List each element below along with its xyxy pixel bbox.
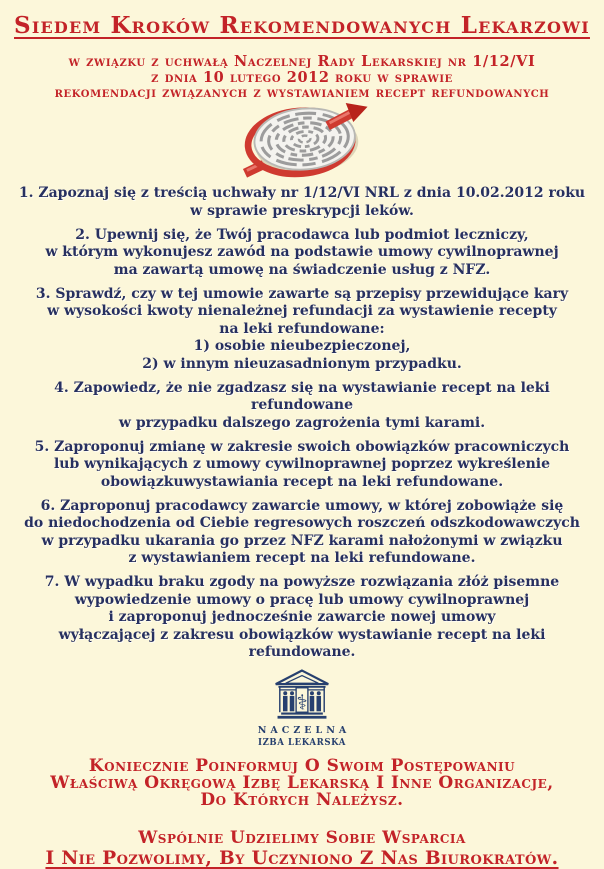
poster <box>0 12 604 869</box>
steps-list <box>4 185 600 662</box>
footer-notice: Koniecznie Poinformuj O Swoim Postępowaniu Właściwą Okręgową Izbę Lekarską I Inne Organizacje, Do Których Należysz. <box>50 756 554 810</box>
step-5: 5. Zaproponuj zmianę w zakresie swoich obowiązków pracowniczych lub wynikających z umowy cywilnoprawnej poprzez wykreślenie obowiązkuwystawiania recept na leki refundowane. <box>34 438 570 490</box>
temple-caduceus-icon <box>273 668 331 722</box>
step-7: 7. W wypadku braku zgody na powyższe rozwiązania złóż pisemne wypowiedzenie umowy o pracę lub umowy cywilnoprawnej i zaproponuj jednocześnie zawarcie nowej umowy wyłączającej z zakresu obowiązków wystawianie recept na leki refundowane. <box>44 574 560 660</box>
step-2: 2. Upewnij się, że Twój pracodawca lub podmiot leczniczy, w którym wykonujesz zawód na podstawie umowy cywilnoprawnej ma zawartą umowę na świadczenie usług z NFZ. <box>45 226 559 278</box>
maze-arrow-graphic <box>232 103 372 179</box>
step-3: 3. Sprawdź, czy w tej umowie zawarte są przepisy przewidujące kary w wysokości kwoty nienależnej refundacji za wystawienie recepty na leki refundowane: 1) osobie nieubezpieczonej, 2) w innym nieuzasadnionym przypadku. <box>35 285 569 372</box>
nil-logo <box>0 668 604 748</box>
logo-name-line1: NACZELNA <box>257 725 351 736</box>
step-6: 6. Zaproponuj pracodawcy zawarcie umowy, w której zobowiąże się do niedochodzenia od Ciebie regresowych roszczeń odszkodowawczych w przypadku ukarania go przez NFZ karami nałożonymi w związku z wystawianiem recept na leki refundowane. <box>24 497 580 566</box>
footer-final-line: I Nie Pozwolimy, By Uczyniono Z Nas Biurokratów. <box>45 848 559 869</box>
maze-icon <box>232 103 372 179</box>
page-title: Siedem Kroków Rekomendowanych Lekarzowi <box>14 12 590 39</box>
svg-text:⚕: ⚕ <box>296 690 308 715</box>
footer-support-line: Wspólnie Udzielimy Sobie Wsparcia <box>138 828 466 848</box>
logo-name-line2: IZBA LEKARSKA <box>257 737 347 748</box>
step-1: 1. Zapoznaj się z treścią uchwały nr 1/12/VI NRL z dnia 10.02.2012 roku w sprawie preskrypcji leków. <box>18 185 586 219</box>
step-4: 4. Zapowiedz, że nie zgadzasz się na wystawianie recept na leki refundowane w przypadku dalszego zagrożenia tymi karami. <box>54 379 550 431</box>
subtitle: w związku z uchwałą Naczelnej Rady Lekarskiej nr 1/12/VI z dnia 10 lutego 2012 roku w sprawie rekomendacji związanych z wystawianiem recept refundowanych <box>54 53 550 101</box>
